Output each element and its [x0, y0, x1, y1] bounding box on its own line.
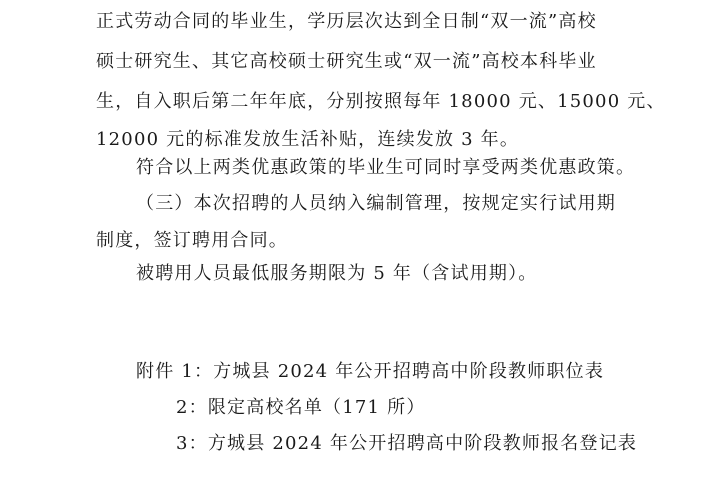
section-three-line-1: （三）本次招聘的人员纳入编制管理，按规定实行试用期 [136, 193, 616, 214]
subsidy-paragraph-line-4: 12000 元的标准发放生活补贴，连续发放 3 年。 [96, 129, 520, 150]
service-period-paragraph: 被聘用人员最低服务期限为 5 年（含试用期）。 [136, 263, 538, 284]
subsidy-paragraph-line-2: 硕士研究生、其它高校硕士研究生或“双一流”高校本科毕业 [96, 51, 597, 72]
attachment-2: 2：限定高校名单（171 所） [176, 397, 426, 418]
subsidy-paragraph-line-3: 生，自入职后第二年年底，分别按照每年 18000 元、15000 元、 [96, 91, 666, 112]
attachment-3: 3：方城县 2024 年公开招聘高中阶段教师报名登记表 [176, 433, 638, 454]
subsidy-paragraph-line-1: 正式劳动合同的毕业生，学历层次达到全日制“双一流”高校 [96, 11, 597, 32]
section-three-line-2: 制度，签订聘用合同。 [96, 230, 288, 251]
attachment-1: 附件 1：方城县 2024 年公开招聘高中阶段教师职位表 [136, 361, 605, 382]
both-policies-paragraph: 符合以上两类优惠政策的毕业生可同时享受两类优惠政策。 [136, 157, 636, 178]
